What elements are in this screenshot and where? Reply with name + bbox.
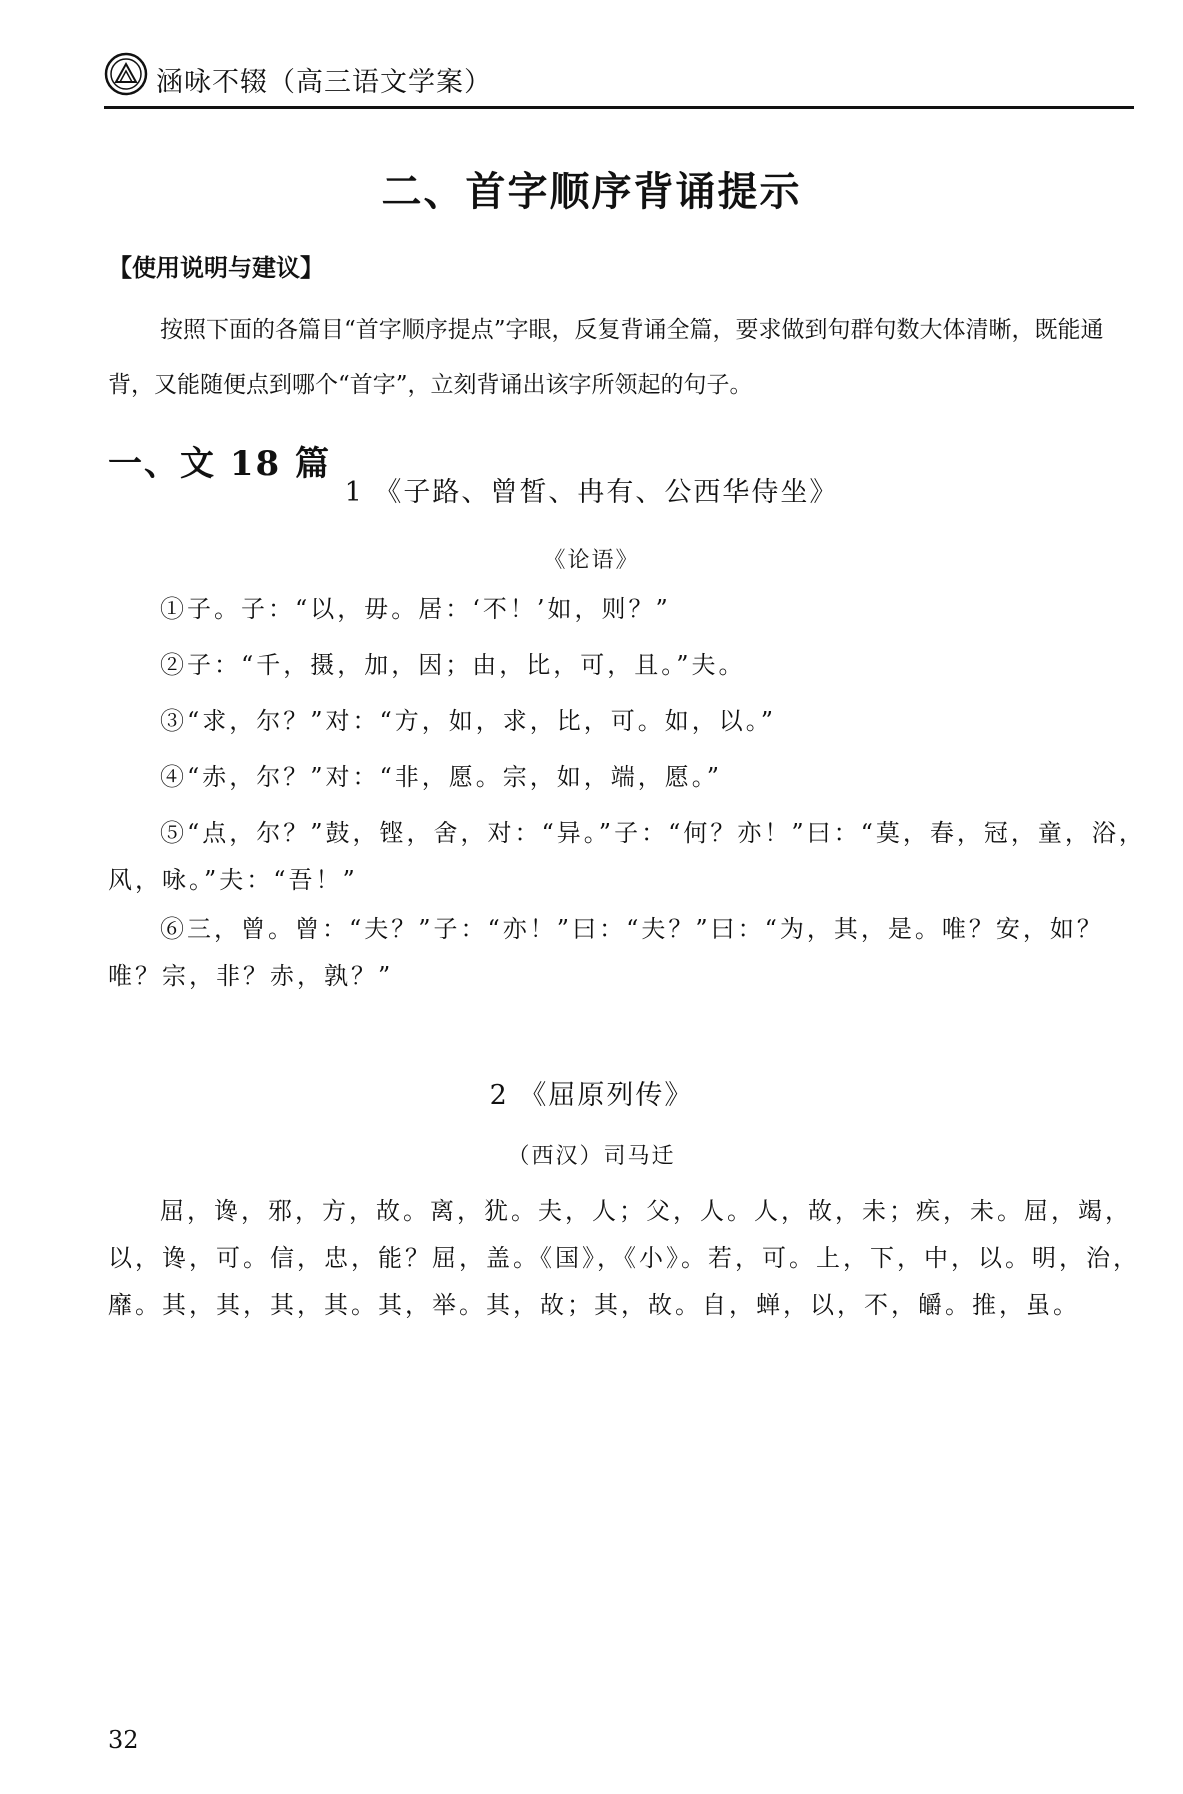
piece-title: 2 《屈原列传》 <box>489 1080 694 1111</box>
piece-source: 《论语》 <box>543 548 640 573</box>
page-number: 32 <box>108 1726 139 1754</box>
piece-source: （西汉）司马迁 <box>507 1144 676 1169</box>
school-emblem-icon <box>104 52 148 96</box>
piece-title: 1 《子路、曾皙、冉有、公西华侍坐》 <box>344 477 839 508</box>
text-paragraph: 屈，谗，邪，方，故。离，犹。夫，人；父，人。人，故，未；疾，未。屈，竭，以，谗，可。信，忠，能？屈，盖。《国》，《小》。若，可。上，下，中，以。明，治，靡。其，其，其，其。其，举。其，故；其，故。自，蝉，以，不，皭。推，虽。 <box>108 1197 1140 1319</box>
section-heading: 一、文 18 篇 <box>108 444 331 484</box>
running-header <box>104 48 1134 110</box>
text-paragraph: ①子。子：“以，毋。居：‘不！’如，则？” <box>160 595 671 623</box>
text-paragraph: ③“求，尔？”对：“方，如，求，比，可。如，以。” <box>160 707 777 735</box>
usage-heading: 【使用说明与建议】 <box>108 253 324 282</box>
header-title: 涵咏不辍（高三语文学案） <box>156 67 492 98</box>
usage-body: 按照下面的各篇目“首字顺序提点”字眼，反复背诵全篇，要求做到句群句数大体清晰，既能通背，又能随便点到哪个“首字”，立刻背诵出该字所领起的句子。 <box>108 317 1104 398</box>
text-paragraph: ④“赤，尔？”对：“非，愿。宗，如，端，愿。” <box>160 763 723 791</box>
header-divider <box>104 106 1134 109</box>
page-title: 二、首字顺序背诵提示 <box>381 168 802 215</box>
text-paragraph: ②子：“千，摄，加，因；由，比，可，且。”夫。 <box>160 651 746 679</box>
text-paragraph: ⑤“点，尔？”鼓，铿，舍，对：“异。”子：“何？亦！”曰：“莫，春，冠，童，浴，风，咏。”夫：“吾！” <box>108 819 1146 894</box>
text-paragraph: ⑥三，曾。曾：“夫？”子：“亦！”曰：“夫？”曰：“为，其，是。唯？安，如？唯？宗，非？赤，孰？” <box>108 915 1104 990</box>
